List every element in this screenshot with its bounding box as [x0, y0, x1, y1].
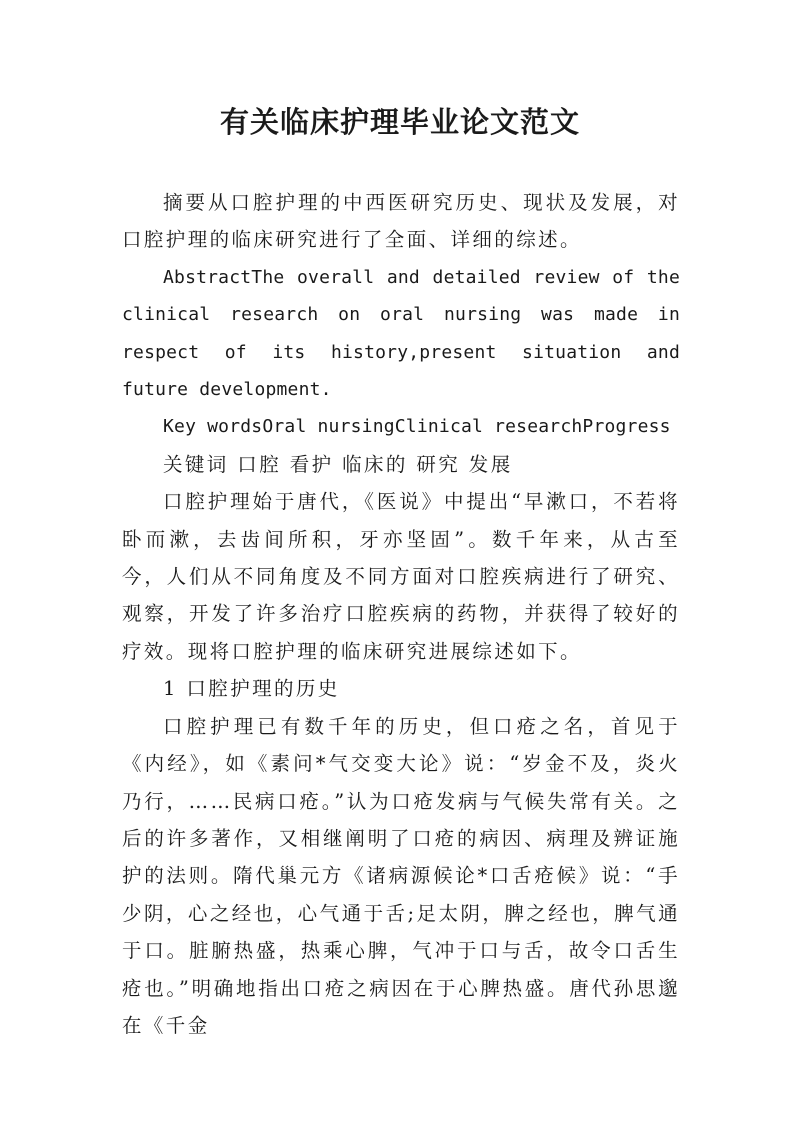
section-heading: 1 口腔护理的历史 — [163, 677, 340, 701]
keywords-chinese: 关键词 口腔 看护 临床的 研究 发展 — [163, 452, 513, 476]
intro-paragraph: 口腔护理始于唐代，《医说》中提出“早漱口，不若将卧而漱，去齿间所积，牙亦坚固”。数千年来，从古至今，人们从不同角度及不同方面对口腔疾病进行了研究、观察，开发了许多治疗口腔疾病的药物，并获得了较好的疗效。现将口腔护理的临床研究进展综述如下。 — [122, 490, 680, 663]
keywords-english: Key wordsOral nursingClinical researchProgress — [163, 416, 671, 438]
document-title: 有关临床护理毕业论文范文 — [219, 105, 580, 139]
abstract-english: AbstractThe overall and detailed review of the clinical research on oral nursing was made in respect of its history,present situation and future development. — [122, 266, 680, 401]
document-body — [122, 184, 680, 1044]
abstract-chinese: 摘要从口腔护理的中西医研究历史、现状及发展，对口腔护理的临床研究进行了全面、详细的综述。 — [122, 191, 680, 252]
section-paragraph: 口腔护理已有数千年的历史，但口疮之名，首见于《内经》，如《素问*气交变大论》说：“岁金不及，炎火乃行，……民病口疮。”认为口疮发病与气候失常有关。之后的许多著作，又相继阐明了口疮的病因、病理及辨证施护的法则。隋代巢元方《诸病源候论*口舌疮候》说：“手少阴，心之经也，心气通于舌;足太阴，脾之经也，脾气通于口。脏腑热盛，热乘心脾，气冲于口与舌，故令口舌生疮也。”明确地指出口疮之病因在于心脾热盛。唐代孙思邈在《千金 — [122, 714, 680, 1037]
